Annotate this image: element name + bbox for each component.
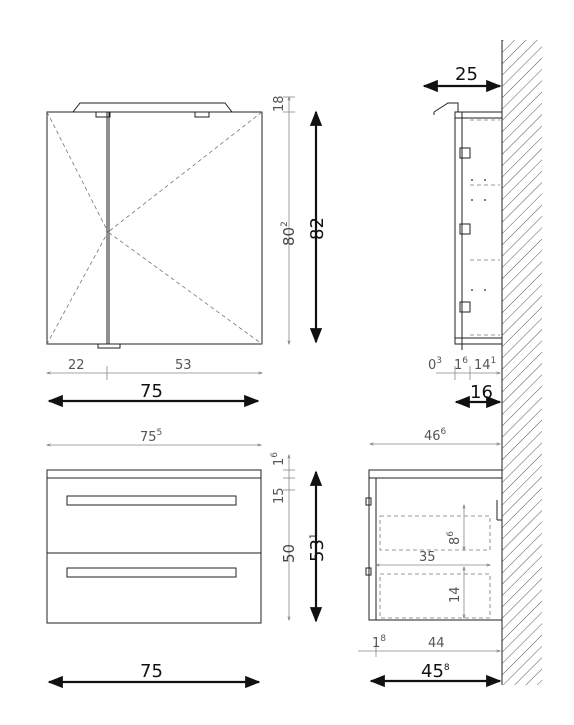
dim-total-height: 82 xyxy=(307,217,328,240)
dim-body-height: 50 xyxy=(280,543,298,563)
vanity-front xyxy=(47,470,261,623)
dim-vanity-depth: $45^8$ xyxy=(421,661,450,682)
mirror-cabinet-side xyxy=(434,103,502,350)
dim-offset-b: $1^6$ xyxy=(454,356,469,373)
dim-width-right: 53 xyxy=(175,358,192,373)
dim-drawer-height: 14 xyxy=(448,586,463,603)
dim-mirror-depth: 16 xyxy=(470,382,493,403)
dim-mirror-width: 75 xyxy=(140,381,163,402)
dim-offset-a: $0^3$ xyxy=(428,356,443,373)
vanity-front-dimensions xyxy=(47,428,328,682)
dim-body-depth: 44 xyxy=(428,636,445,651)
wall xyxy=(502,40,542,685)
dim-drawer-offset: 15 xyxy=(272,487,287,504)
vanity-side xyxy=(366,470,502,620)
mirror-front-dimensions xyxy=(47,95,328,402)
dim-top-depth: $46^6$ xyxy=(424,427,447,444)
dim-cabinet-height: $80^2$ xyxy=(280,221,298,246)
dim-vanity-width: 75 xyxy=(140,661,163,682)
vanity-side-dimensions xyxy=(358,427,500,682)
dim-vanity-height: $53^1$ xyxy=(307,533,328,562)
dim-drawer-gap: $8^6$ xyxy=(446,530,463,545)
dim-top-width: $75^5$ xyxy=(140,428,163,445)
dim-light-depth: 25 xyxy=(455,64,478,85)
dim-width-left: 22 xyxy=(68,358,85,373)
mirror-cabinet-front xyxy=(47,103,262,348)
dim-drawer-depth: 35 xyxy=(419,550,436,565)
dim-front-thickness: $1^8$ xyxy=(372,634,387,651)
dim-top-thickness: $1^6$ xyxy=(270,451,287,466)
dim-inner-depth: $14^1$ xyxy=(474,356,497,373)
dim-top-light-height: 18 xyxy=(272,95,287,112)
